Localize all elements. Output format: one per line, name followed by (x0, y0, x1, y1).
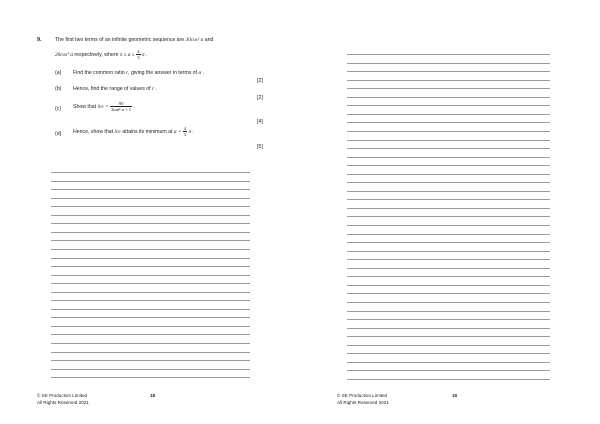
answer-line[interactable] (347, 328, 550, 329)
footer-company: © SE Production Limited (37, 393, 88, 398)
part-c-fraction (110, 101, 132, 112)
part-d-stem: Hence, show that (73, 128, 114, 135)
answer-line[interactable] (51, 275, 250, 276)
range-frac-num: 4 (137, 49, 140, 54)
part-d-end: π . (188, 128, 194, 135)
answer-line[interactable] (347, 319, 550, 320)
answer-line[interactable] (347, 268, 550, 269)
part-d-text (73, 126, 194, 137)
part-c-frac-den: 3tan² α + 1 (111, 107, 132, 112)
part-a-label: (a) (55, 70, 62, 76)
footer-rights-right: All Rights Reserved 2021 (337, 400, 389, 405)
answer-line[interactable] (347, 234, 550, 235)
answer-line[interactable] (347, 148, 550, 149)
answer-line[interactable] (51, 283, 250, 284)
answer-line[interactable] (347, 276, 550, 277)
first-term: 30cos² α (185, 37, 204, 43)
answer-line[interactable] (347, 165, 550, 166)
page-number-right: 19 (452, 393, 458, 398)
answer-line[interactable] (347, 174, 550, 175)
answer-line[interactable] (347, 225, 550, 226)
answer-line[interactable] (51, 206, 250, 207)
answer-line[interactable] (51, 334, 250, 335)
question-number: 9. (37, 37, 42, 43)
answer-line[interactable] (51, 343, 250, 344)
answer-line[interactable] (51, 240, 250, 241)
answer-line[interactable] (347, 242, 550, 243)
part-a-marks: [2] (257, 78, 263, 84)
answer-line[interactable] (347, 285, 550, 286)
part-a-stem: Find the common ratio (73, 70, 125, 76)
answer-line[interactable] (51, 181, 250, 182)
part-a-end: . (202, 70, 205, 76)
answer-line[interactable] (347, 370, 550, 371)
page-number-left: 18 (150, 393, 156, 398)
answer-line[interactable] (51, 223, 250, 224)
answer-line[interactable] (347, 311, 550, 312)
answer-line[interactable] (51, 215, 250, 216)
part-c-marks: [4] (257, 119, 263, 125)
answer-line[interactable] (347, 345, 550, 346)
answer-line[interactable] (347, 80, 550, 81)
footer-rights: All Rights Reserved 2021 (37, 400, 89, 405)
range-fraction (136, 49, 140, 60)
part-d-fraction (183, 126, 187, 137)
stem-text-2: respectively, where (74, 51, 119, 58)
answer-line[interactable] (51, 360, 250, 361)
answer-line[interactable] (51, 292, 250, 293)
answer-line[interactable] (51, 172, 250, 173)
answer-line[interactable] (347, 251, 550, 252)
part-d-label: (d) (55, 131, 62, 137)
answer-line[interactable] (51, 232, 250, 233)
question-stem-line1 (55, 37, 213, 43)
answer-line[interactable] (51, 317, 250, 318)
part-b-label: (b) (55, 86, 62, 92)
part-d-marks: [5] (257, 144, 263, 150)
stem-and: and (204, 37, 214, 43)
answer-line[interactable] (347, 191, 550, 192)
part-a-math2: α (198, 70, 202, 76)
answer-line[interactable] (347, 131, 550, 132)
answer-line[interactable] (347, 302, 550, 303)
part-d-math2: α = (173, 128, 182, 135)
answer-line[interactable] (51, 377, 250, 378)
answer-line[interactable] (347, 259, 550, 260)
answer-line[interactable] (347, 157, 550, 158)
answer-line[interactable] (347, 379, 550, 380)
answer-line[interactable] (51, 309, 250, 310)
answer-line[interactable] (347, 353, 550, 354)
part-d-tail: attains its minimum at (122, 128, 173, 135)
answer-line[interactable] (347, 63, 550, 64)
part-b-text (73, 86, 157, 92)
part-c-end: . (133, 103, 136, 110)
part-a-tail: , giving the answer in terms of (128, 70, 198, 76)
answer-line[interactable] (347, 54, 550, 55)
answer-line[interactable] (347, 71, 550, 72)
right-page (300, 0, 600, 424)
answer-line[interactable] (347, 182, 550, 183)
answer-line[interactable] (51, 300, 250, 301)
answer-line[interactable] (347, 122, 550, 123)
answer-line[interactable] (51, 189, 250, 190)
part-a-text (73, 70, 204, 76)
part-b-marks: [2] (257, 95, 263, 101)
part-c-stem: Show that (73, 103, 97, 110)
answer-line[interactable] (51, 369, 250, 370)
stem-text: The first two terms of an infinite geometric sequence are (55, 37, 185, 43)
answer-line[interactable] (347, 114, 550, 115)
part-c-math: S∞ = (97, 103, 109, 110)
answer-line[interactable] (347, 88, 550, 89)
answer-line[interactable] (347, 97, 550, 98)
answer-line[interactable] (347, 293, 550, 294)
part-b-end: . (155, 86, 157, 92)
part-d-frac-num: 4 (183, 126, 187, 131)
part-d-frac-den: 3 (183, 132, 187, 137)
answer-line[interactable] (347, 105, 550, 106)
answer-line[interactable] (51, 249, 250, 250)
part-c-frac-num: 90 (110, 101, 132, 107)
part-a-math: r (126, 70, 129, 76)
question-stem-line2 (55, 49, 147, 60)
part-c-text (73, 101, 135, 112)
answer-line[interactable] (347, 336, 550, 337)
answer-line[interactable] (51, 266, 250, 267)
answer-line[interactable] (347, 140, 550, 141)
answer-line[interactable] (347, 199, 550, 200)
range-lhs: π ≤ α ≤ (119, 51, 135, 58)
answer-line[interactable] (51, 258, 250, 259)
part-c-label: (c) (55, 106, 62, 112)
second-term: 20cos⁴ α (55, 51, 73, 58)
range-tail: π . (141, 51, 148, 58)
part-b-math: r (152, 86, 155, 92)
answer-line[interactable] (51, 352, 250, 353)
answer-line[interactable] (51, 198, 250, 199)
answer-line[interactable] (347, 216, 550, 217)
footer-company-right: © SE Production Limited (337, 393, 388, 398)
answer-line[interactable] (347, 362, 550, 363)
part-d-math: S∞ (114, 128, 121, 135)
part-b-stem: Hence, find the range of values of (73, 86, 151, 92)
answer-line[interactable] (347, 208, 550, 209)
answer-line[interactable] (51, 326, 250, 327)
range-frac-den: 3 (137, 55, 140, 60)
